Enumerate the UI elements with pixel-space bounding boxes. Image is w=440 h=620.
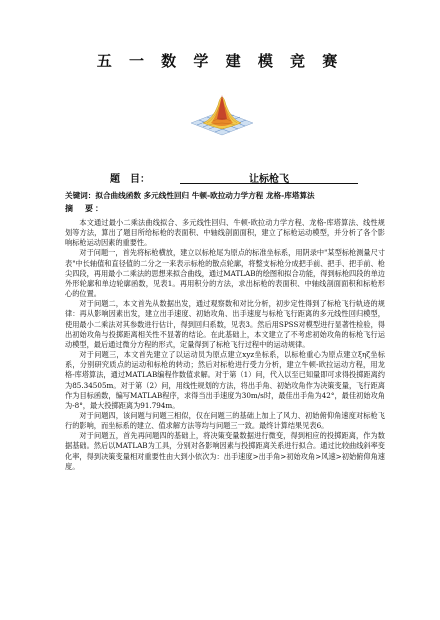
keywords-line: 关键词：拟合曲线函数 多元线性回归 牛顿-欧拉动力学方程 龙格-库塔算法: [65, 191, 315, 200]
abstract-paragraph-intro: 本文通过最小二乘法曲线拟合、多元线性回归、牛顿-欧拉动力学方程、龙格-库塔算法、线性规划等方法，算出了题目所给标枪的表面积、中轴线剖面面积，建立了标枪运动模型，并分析了各个影响标枪运动因素的重要性。: [65, 218, 385, 248]
contest-title: 五 一 数 学 建 模 竞 赛: [96, 52, 344, 70]
abstract-paragraph-q2: 对于问题二，本文首先从数据出发，通过观察数和对比分析，初步定性得到了标枪飞行轨迹的规律：再从影响因素出发，建立出手速度、初始攻角、出手速度与标枪飞行距离的多元线性回归模型，使用最小二乘法对其参数进行估计，得到回归系数，见表3。然后用SPSS对模型进行显著性检验，得出初始攻角与投掷距离相关性不显著的结论。在此基础上，本文建立了不考虑初始攻角的标枪飞行运动模型，最后通过微分方程的形式，定量得到了标枪飞行过程中的运动规律。: [65, 299, 385, 349]
abstract-paragraph-q1: 对于问题一，首先将标枪横放，建立以标枪尾为原点的标准坐标系，用阴录中"某型标枪测量尺寸表"中长轴值和直径值的二分之一来表示标枪的散点轮廓，将整支标枪分成把手前、把手、把手前、枪尖四段，再用最小二乘法的思想来拟合曲线，通过MATLAB的绘图和拟合功能，得到标枪四段的单边外形轮廓和单边轮廓函数，见表1。再用积分的方法，求出标枪的表面积、中轴线剖面面积和标枪形心的位置。: [65, 248, 385, 299]
topic-value: 让标枪飞: [249, 174, 289, 185]
abstract-paragraph-q4: 对于问题四，该问题与问题三相似，仅在问题三的基础上加上了风力、初始俯仰角速度对标枪飞行的影响，而坐标系的建立、值求解方法等均与问题三一致。最终计算结果见表6。: [65, 410, 385, 431]
abstract-heading: 摘 要：: [65, 203, 105, 213]
abstract-paragraph-q5: 对于问题五，首先再问题四的基础上，将决策变量数据进行微变，得到相应的投掷距离，作为数据基础。然后以MATLAB为工具，分别对各影响因素与投掷距离关系进行拟合。通过比较曲线斜率变化率，得到决策变量相对重要性由大到小依次为：出手速度>出手角>初始攻角>风速>初始俯仰角速度。: [65, 431, 385, 471]
abstract-body: [65, 218, 385, 472]
abstract-paragraph-q3: 对于问题三，本文首先建立了以运动员为原点建立xyz坐标系，以标枪重心为原点建立ξηζ坐标系，分别研究质点的运动和标枪的转动；然后对标枪进行受力分析，建立牛顿-欧拉运动方程，用龙格-库塔算法，通过MATLAB编程作数值求解。对于第（1）问，代入以至已知量即可求得投掷距离约为85.34505m。对于第（2）问，用线性规划的方法，将出手角、初始攻角作为决策变量，飞行距离作为目标函数，编写MATLAB程序，求得当出手速度为30m/s时，最佳出手角为42°，最佳初始攻角为-8°，最大投掷距离为91.794m。: [65, 350, 385, 410]
topic-label: 题 目：: [110, 174, 150, 185]
surface-plot-figure: [185, 83, 259, 143]
topic-row: [110, 170, 370, 186]
